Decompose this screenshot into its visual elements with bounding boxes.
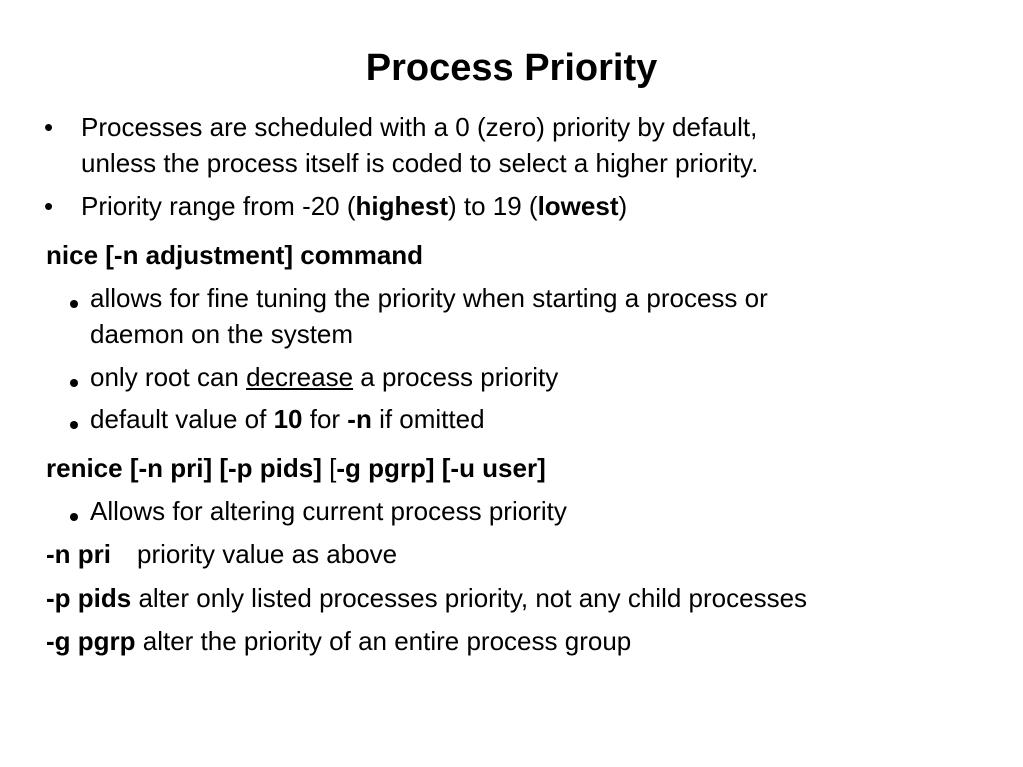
renice-item-1: Allows for altering current process priority bbox=[90, 496, 567, 526]
option-g-pgrp: -g pgrp alter the priority of an entire process group bbox=[46, 626, 632, 656]
nice-item-3: default value of 10 for -n if omitted bbox=[90, 404, 485, 434]
nice-item-1-line-2: daemon on the system bbox=[90, 319, 354, 349]
nice-heading: nice [-n adjustment] command bbox=[46, 240, 424, 270]
bullet-dot bbox=[70, 300, 78, 308]
option-n-pri: -n pri priority value as above bbox=[46, 539, 398, 569]
bullet-dot bbox=[70, 513, 78, 521]
renice-heading: renice [-n pri] [-p pids] [-g pgrp] [-u user] bbox=[46, 453, 546, 483]
option-p-pids: -p pids alter only listed processes priority, not any child processes bbox=[46, 583, 808, 613]
bullet-dot bbox=[70, 379, 78, 387]
bullet-1-line-2: unless the process itself is coded to select a higher priority. bbox=[81, 148, 759, 178]
slide-title: Process Priority bbox=[365, 47, 658, 89]
bullet-marker: • bbox=[44, 112, 54, 142]
bullet-2-text: Priority range from -20 (highest) to 19 (lowest) bbox=[81, 191, 628, 221]
bullet-marker: • bbox=[44, 191, 54, 221]
nice-item-1-line-1: allows for fine tuning the priority when starting a process or bbox=[90, 283, 768, 313]
bullet-dot bbox=[70, 421, 78, 429]
nice-item-2: only root can decrease a process priority bbox=[90, 362, 559, 392]
bullet-1-line-1: Processes are scheduled with a 0 (zero) priority by default, bbox=[81, 112, 758, 142]
